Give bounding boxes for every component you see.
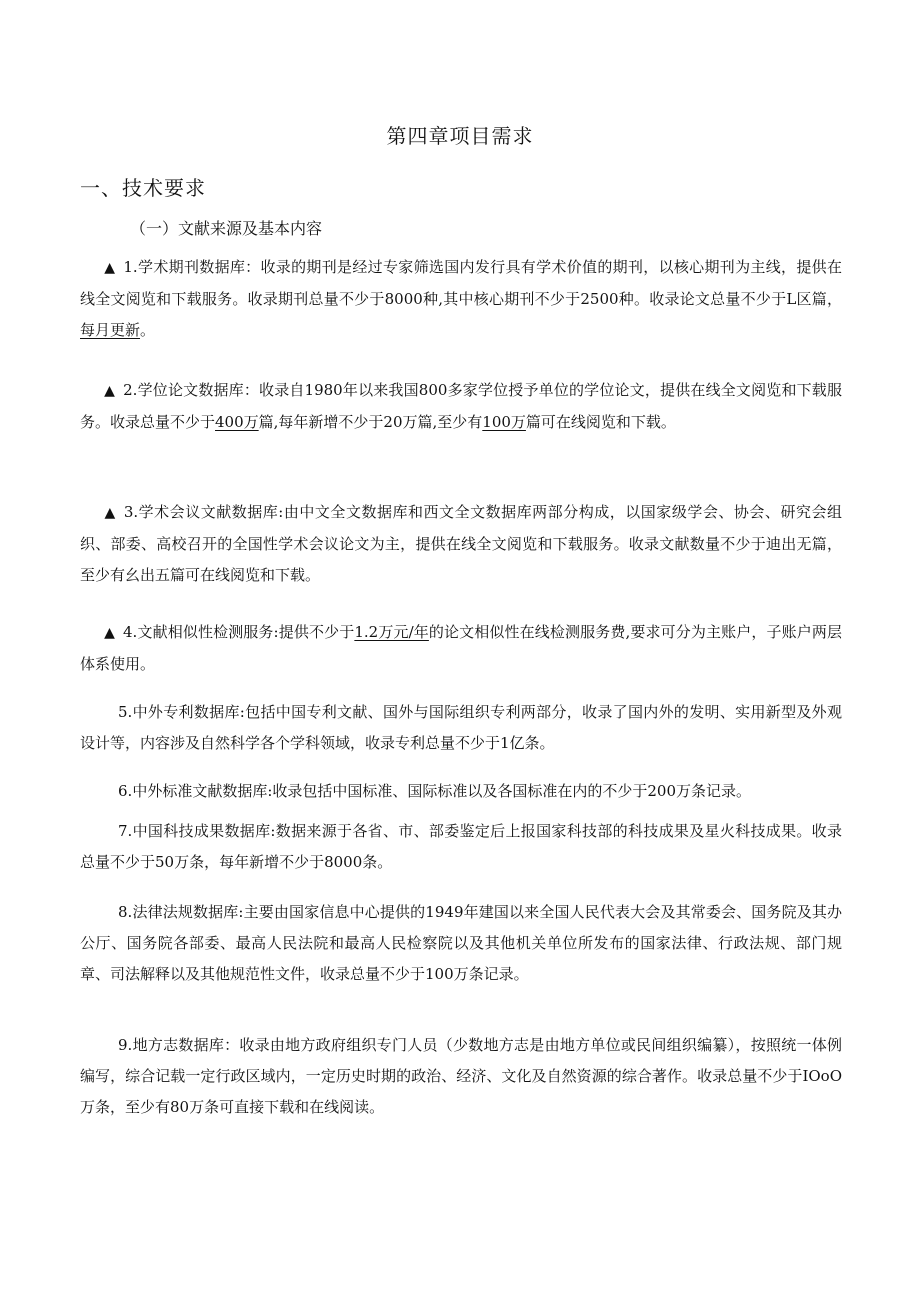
requirement-item-8	[80, 897, 842, 990]
item-text: 学术期刊数据库：收录的期刊是经过专家筛选国内发行具有学术价值的期刊，以核心期刊为主线，提供在线全文阅览和下载服务。收录期刊总量不少于8000种,其中核心期刊不少于2500种。收录论文总量不少于L区篇，	[80, 258, 842, 308]
item-text: .中外标准文献数据库:收录包括中国标准、国际标准以及各国标准在内的不少于200万条记录。	[127, 782, 752, 800]
item-text: .地方志数据库：收录由地方政府组织专门人员（少数地方志是由地方单位或民间组织编纂），按照统一体例编写，综合记载一定行政区域内，一定历史时期的政治、经济、文化及自然资源的综合著作。收录总量不少于IOoO万条，至少有80万条可直接下载和在线阅读。	[80, 1036, 842, 1116]
item-text-tail: 的论文相似性在线检测服务费,要求可分为主账户，子账户两层体系使用。	[80, 623, 842, 673]
triangle-marker-icon: ▲	[104, 505, 116, 521]
triangle-marker-icon: ▲	[104, 625, 116, 641]
item-text-tail: 篇可在线阅览和下载。	[525, 413, 676, 431]
item-underlined-text: 每月更新	[80, 321, 141, 339]
item-text: 学位论文数据库：收录自1980年以来我国800多家学位授予单位的学位论文，提供在线全文阅览和下载服务。收录总量不少于	[80, 381, 842, 431]
requirement-item-2	[80, 375, 842, 438]
requirement-item-9	[80, 1030, 842, 1123]
triangle-marker-icon: ▲	[104, 260, 116, 276]
requirement-item-3	[80, 497, 842, 591]
item-number: 5	[118, 703, 128, 721]
item-underlined-text: 1.2万元/年	[354, 623, 429, 641]
item-number: 4.	[123, 623, 138, 641]
requirement-item-7	[80, 816, 842, 878]
triangle-marker-icon: ▲	[104, 383, 116, 399]
requirement-item-6	[80, 776, 842, 807]
item-text: 文献相似性检测服务:提供不少于	[137, 623, 355, 641]
requirement-item-1	[80, 252, 842, 346]
item-number: 9	[118, 1036, 128, 1054]
item-number: 3.	[123, 503, 139, 521]
item-text: .中外专利数据库:包括中国专利文献、国外与国际组织专利两部分，收录了国内外的发明、实用新型及外观设计等，内容涉及自然科学各个学科领域，收录专利总量不少于1亿条。	[80, 703, 842, 752]
item-number: 8	[118, 903, 128, 921]
item-number: 2.	[123, 381, 138, 399]
item-number: 1.	[123, 258, 138, 276]
item-number: 7	[118, 822, 128, 840]
item-text-mid: 篇,每年新增不少于20万篇,至少有	[258, 413, 483, 431]
item-number: 6	[118, 782, 128, 800]
item-text: 学术会议文献数据库:由中文全文数据库和西文全文数据库两部分构成，以国家级学会、协会、研究会组织、部委、高校召开的全国性学术会议论文为主，提供在线全文阅览和下载服务。收录文献数量不少于迪出无篇，至少有幺出五篇可在线阅览和下载。	[80, 503, 842, 584]
item-text: .法律法规数据库:主要由国家信息中心提供的1949年建国以来全国人民代表大会及其常委会、国务院及其办公厅、国务院各部委、最高人民法院和最高人民检察院以及其他机关单位所发布的国家法律、行政法规、部门规章、司法解释以及其他规范性文件，收录总量不少于100万条记录。	[80, 903, 842, 983]
item-text: .中国科技成果数据库:数据来源于各省、市、部委鉴定后上报国家科技部的科技成果及星火科技成果。收录总量不少于50万条，每年新增不少于8000条。	[80, 822, 842, 871]
subsection-heading: （一）文献来源及基本内容	[130, 219, 323, 238]
requirement-item-5	[80, 697, 842, 759]
section-heading: 一、技术要求	[80, 176, 206, 200]
item-underlined-text: 100万	[482, 413, 526, 431]
item-underlined-text: 400万	[215, 413, 259, 431]
requirement-item-4	[80, 617, 842, 680]
item-text-tail: 。	[140, 321, 156, 339]
chapter-title: 第四章项目需求	[386, 124, 534, 148]
